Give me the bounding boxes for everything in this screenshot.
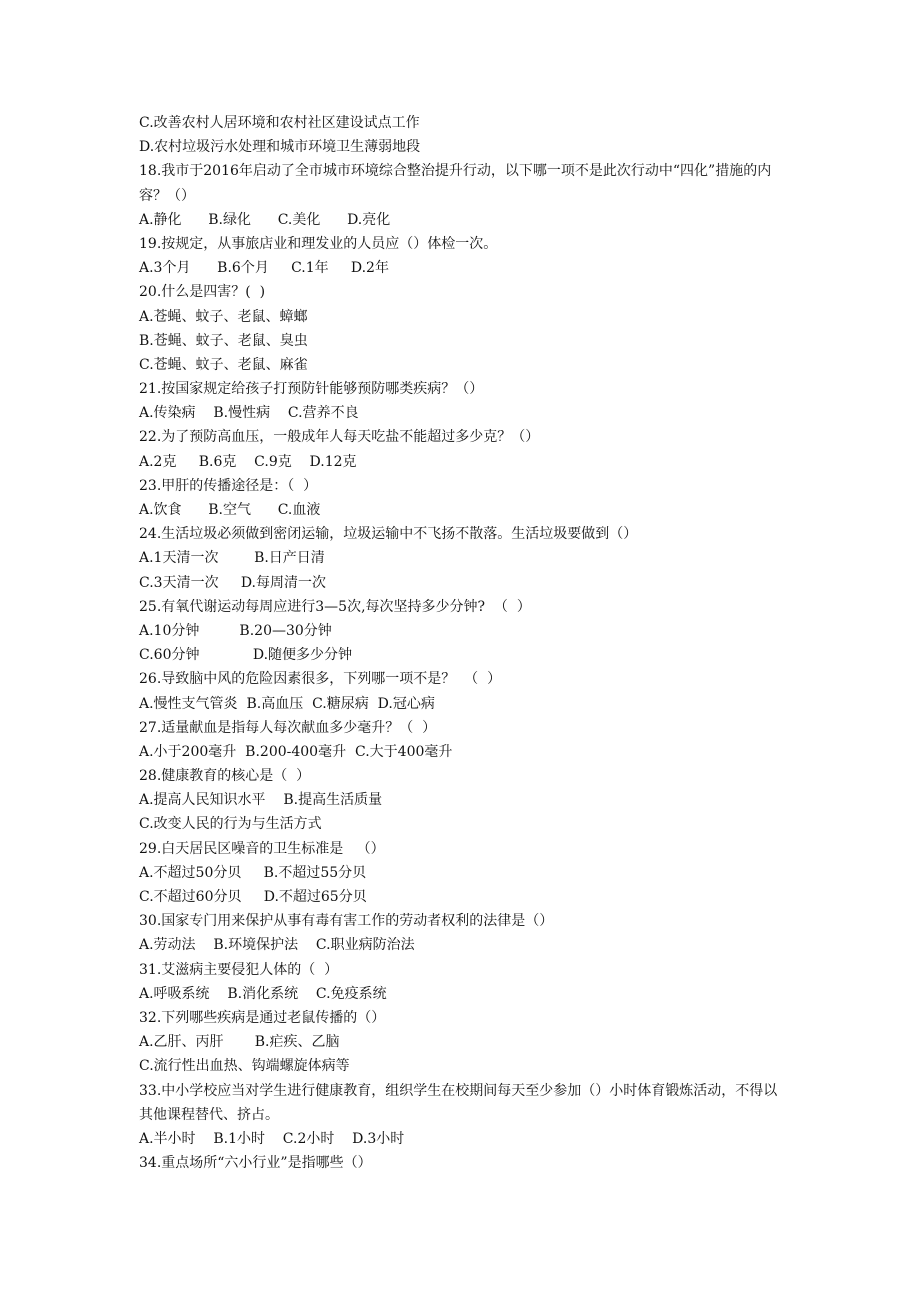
option-20-a: A.苍蝇、蚊子、老鼠、蟑螂	[139, 308, 308, 325]
options-24-ab: A.1天清一次 B.日产日清	[139, 550, 325, 567]
question-32: 32.下列哪些疾病是通过老鼠传播的（）	[139, 1009, 386, 1026]
question-25: 25.有氧代谢运动每周应进行3—5次,每次坚持多少分钟? （ ）	[139, 598, 531, 615]
options-32-c: C.流行性出血热、钩端螺旋体病等	[139, 1058, 350, 1075]
options-33: A.半小时 B.1小时 C.2小时 D.3小时	[139, 1130, 405, 1147]
document-page	[139, 111, 789, 1175]
options-28-c: C.改变人民的行为与生活方式	[139, 816, 322, 833]
question-33: 33.中小学校应当对学生进行健康教育，组织学生在校期间每天至少参加（）小时体育锻炼活动，不得以其他课程替代、挤占。	[139, 1082, 778, 1123]
question-19: 19.按规定，从事旅店业和理发业的人员应（）体检一次。	[139, 235, 498, 252]
options-26: A.慢性支气管炎 B.高血压 C.糖尿病 D.冠心病	[139, 695, 435, 712]
options-28-ab: A.提高人民知识水平 B.提高生活质量	[139, 792, 383, 809]
option-20-c: C.苍蝇、蚊子、老鼠、麻雀	[139, 356, 308, 373]
options-18: A.静化 B.绿化 C.美化 D.亮化	[139, 211, 391, 228]
question-30: 30.国家专门用来保护从事有毒有害工作的劳动者权利的法律是（）	[139, 913, 554, 930]
options-23: A.饮食 B.空气 C.血液	[139, 502, 321, 519]
options-29-ab: A.不超过50分贝 B.不超过55分贝	[139, 864, 367, 881]
options-22: A.2克 B.6克 C.9克 D.12克	[139, 453, 357, 470]
question-29: 29.白天居民区噪音的卫生标准是 （）	[139, 840, 385, 857]
question-24: 24.生活垃圾必须做到密闭运输，垃圾运输中不飞扬不散落。生活垃圾要做到（）	[139, 526, 638, 543]
options-24-cd: C.3天清一次 D.每周清一次	[139, 574, 326, 591]
question-20: 20.什么是四害？( )	[139, 284, 266, 301]
question-23: 23.甲肝的传播途径是：（ ）	[139, 477, 318, 494]
question-26: 26.导致脑中风的危险因素很多，下列哪一项不是？ （ ）	[139, 671, 502, 688]
question-27: 27.适量献血是指每人每次献血多少毫升？（ ）	[139, 719, 437, 736]
question-21: 21.按国家规定给孩子打预防针能够预防哪类疾病？（）	[139, 381, 484, 398]
options-32-ab: A.乙肝、丙肝 B.疟疾、乙脑	[139, 1034, 340, 1051]
text-line-option-d: D.农村垃圾污水处理和城市环境卫生薄弱地段	[139, 139, 421, 156]
question-31: 31.艾滋病主要侵犯人体的（ ）	[139, 961, 339, 978]
options-29-cd: C.不超过60分贝 D.不超过65分贝	[139, 889, 367, 906]
question-18: 18.我市于2016年启动了全市城市环境综合整治提升行动，以下哪一项不是此次行动中“四化”措施的内容？（）	[139, 163, 772, 204]
options-25-cd: C.60分钟 D.随便多少分钟	[139, 647, 353, 664]
question-28: 28.健康教育的核心是（ ）	[139, 768, 311, 785]
options-21: A.传染病 B.慢性病 C.营养不良	[139, 405, 359, 422]
option-20-b: B.苍蝇、蚊子、老鼠、臭虫	[139, 332, 308, 349]
text-line-option-c: C.改善农村人居环境和农村社区建设试点工作	[139, 115, 420, 131]
question-34: 34.重点场所“六小行业”是指哪些（）	[139, 1155, 372, 1172]
options-30: A.劳动法 B.环境保护法 C.职业病防治法	[139, 937, 415, 954]
options-25-ab: A.10分钟 B.20—30分钟	[139, 622, 332, 639]
options-19: A.3个月 B.6个月 C.1年 D.2年	[139, 260, 389, 277]
options-27: A.小于200毫升 B.200-400毫升 C.大于400毫升	[139, 743, 453, 760]
options-31: A.呼吸系统 B.消化系统 C.免疫系统	[139, 985, 387, 1002]
question-22: 22.为了预防高血压，一般成年人每天吃盐不能超过多少克？（）	[139, 429, 540, 446]
